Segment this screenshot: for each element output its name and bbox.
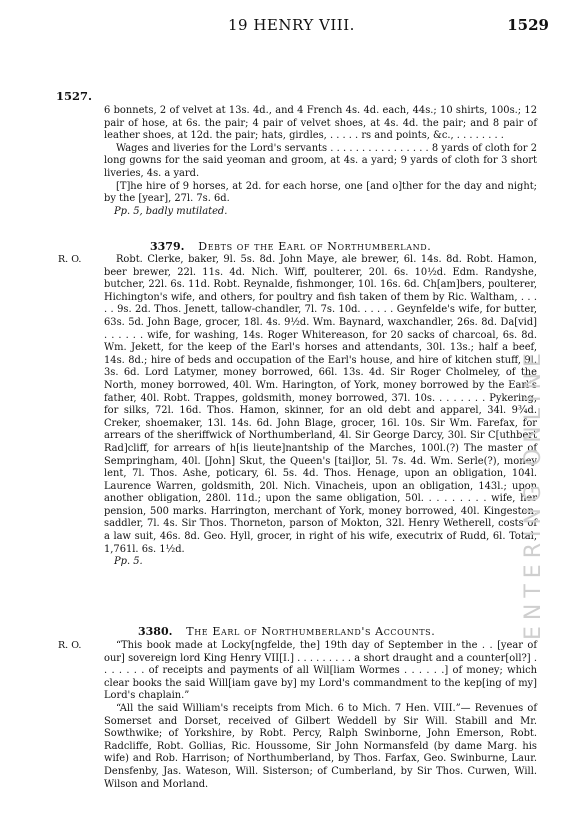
entry-title: The Earl of Northumberland's Accounts. <box>186 625 436 638</box>
entry-3379-pages-note: Pp. 5. <box>114 556 143 568</box>
entry-3380-para-1: “This book made at Locky[ngfelde, the] 19th day of September in the . . [year of our] sovereign lord King Henry VII[I.] . . . . . . . . . a short draught and a counter[oll?] . . . . . . . of receipts and payments of all Wil[liam Wormes . . . . . .] of money; which clear books the said Will[iam gave by] my Lord's commandment to the kep[ing of my] Lord's chaplain.” <box>104 640 537 702</box>
entry-3379-text: Robt. Clerke, baker, 9l. 5s. 8d. John Maye, ale brewer, 6l. 14s. 8d. Robt. Hamon, beer brewer, 22l. 11s. 4d. Nich. Wiff, poulterer, 20l. 6s. 10½d. Edm. Randyshe, butcher, 22l. 6s. 11d. Robt. Reynalde, fishmonger, 10l. 16s. 6d. Ch[am]bers, poulterer, Hichington's wife, and others, for poultry and fish taken of them by Ric. Waltham, . . . . . 9s. 2d. Thos. Jenett, tallow-chandler, 7l. 7s. 10d. . . . . . Geynfelde's wife, for butter, 63s. 5d. John Bage, grocer, 18l. 4s. 9½d. Wm. Baynard, waxchandler, 26s. 8d. Da[vid] . . . . . . wife, for washing, 14s. Roger Whitereason, for 20 sacks of charcoal, 6s. 8d. Wm. Jekett, for the keep of the Earl's horses and attendants, 30l. 13s.; half a beef, 14s. 8d.; hire of beds and occupation of the Earl's house, and hire of kitchen stuff, 9l. 3s. 6d. Lord Latymer, money borrowed, 66l. 13s. 4d. Sir Roger Cholmeley, of the North, money borrowed, 40l. Wm. Harington, of York, money borrowed by the Earl's father, 40l. Robt. Trappes, goldsmith, money borrowed, 37l. 10s. . . . . . . . Pykering, for silks, 72l. 16d. Thos. Hamon, skinner, for an old debt and apparel, 34l. 9¾d. Creker, shoemaker, 13l. 14s. 6d. John Blage, grocer, 16l. 10s. Sir Wm. Farefax, for arrears of the sheriffwick of Northumberland, 4l. Sir George Darcy, 30l. Sir C[uthbert Rad]cliff, for arrears of h[is lieute]nantship of the Marches, 100l.(?) The master of Sempringham, 40l. [John] Skut, the Queen's [tai]lor, 5l. 7s. 4d. Wm. Serle(?), money lent, 7l. Thos. Ashe, poticary, 6l. 5s. 4d. Thos. Henage, upon an obligation, 104l. Laurence Warren, goldsmith, 20l. Nich. Vinacheis, upon an obligation, 143l.; upon another obligation, 280l. 11d.; upon the same obligation, 50l. . . . . . . . . wife, her pension, 500 marks. Harrington, merchant of York, money borrowed, 40l. Kingeston, saddler, 7l. 4s. Sir Thos. Thorneton, parson of Mokton, 32l. Henry Wetherell, costs of a law suit, 46s. 8d. Geo. Hyll, grocer, in right of his wife, executrix of Rudd, 6l. Total, 1,761l. 6s. 1½d. <box>104 254 537 555</box>
continuation-pages-note: Pp. 5, badly mutilated. <box>114 205 228 217</box>
entry-3379-heading <box>150 240 431 253</box>
year-label: 1527. <box>56 89 93 103</box>
entry-title: Debts of the Earl of Northumberland. <box>198 240 432 253</box>
watermark-text: ENTERING ONLINE <box>521 347 546 640</box>
entry-number: 3379. <box>150 240 185 253</box>
entry-3379-body <box>104 254 537 569</box>
entry-3380-heading <box>138 625 435 638</box>
entry-3379-source-ref: R. O. <box>58 254 82 265</box>
entry-3380-body <box>104 640 537 791</box>
page-header <box>0 16 567 38</box>
entry-3380-para-2: “All the said William's receipts from Mich. 6 to Mich. 7 Hen. VIII.”— Revenues of Somerset and Dorset, received of Gilbert Weddell by Sir Will. Stabill and Mr. Sowthwike; of Yorkshire, by Robt. Percy, Ralph Swinborne, John Emerson, Robt. Radcliffe, Robt. Gollias, Ric. Houssome, Sir John Normansfeld (by dame Marg. his wife) and Rob. Harrison; of Northumberland, by Thos. Farfax, Geo. Swinburne, Laur. Densfenby, Jas. Wateson, Will. Sisterson; of Cumberland, by Sir Thos. Curwen, Will. Wilson and Morland. <box>104 702 537 790</box>
hire-text: [T]he hire of 9 horses, at 2d. for each horse, one [and o]ther for the day and night; by the [year], 27l. 7s. 6d. <box>104 180 537 205</box>
page-number: 1529 <box>507 16 549 34</box>
continuation-text: 6 bonnets, 2 of velvet at 13s. 4d., and 4 French 4s. 4d. each, 44s.; 10 shirts, 100s.; 12 pair of hose, at 6s. the pair; 4 pair of velvet shoes, at 4s. 4d. the pair; and 8 pair of leather shoes, at 12d. the pair; hats, girdles, . . . . . rs and points, &c., . . . . . . . . <box>104 105 537 142</box>
continuation-section <box>104 105 537 218</box>
running-title: 19 HENRY VIII. <box>228 16 355 34</box>
entry-3380-source-ref: R. O. <box>58 640 82 651</box>
entry-number: 3380. <box>138 625 173 638</box>
wages-text: Wages and liveries for the Lord's servants . . . . . . . . . . . . . . . . 8 yards of cloth for 2 long gowns for the said yeoman and groom, at 4s. a yard; 9 yards of cloth for 3 short liveries, 4s. a yard. <box>104 142 537 179</box>
